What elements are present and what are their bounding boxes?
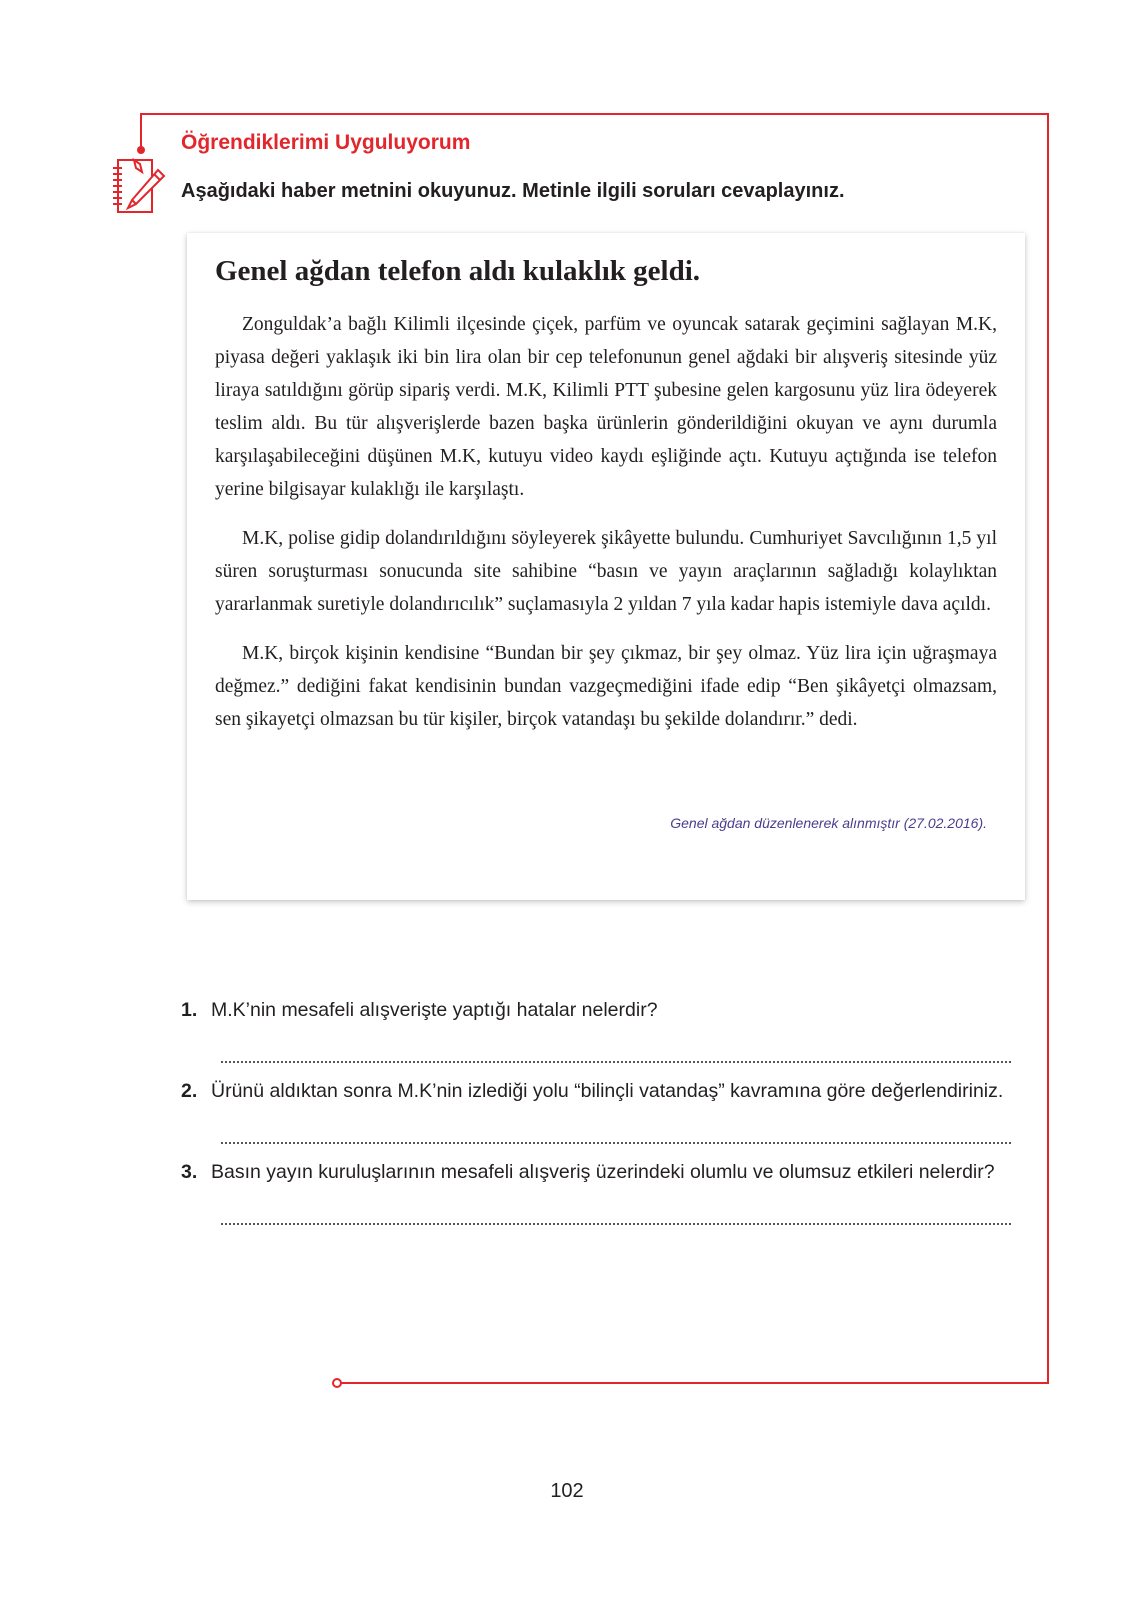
section-title: Öğrendiklerimi Uyguluyorum — [181, 131, 471, 154]
article-source: Genel ağdan düzenlenerek alınmıştır (27.02.2016). — [670, 815, 987, 831]
answer-line-1[interactable] — [221, 1041, 1011, 1063]
page-number: 102 — [550, 1480, 584, 1502]
notebook-pen-icon — [112, 158, 168, 216]
frame-left-stub — [140, 113, 142, 149]
question-text: Ürünü aldıktan sonra M.K’nin izlediği yolu “bilinçli vatandaş” kavramına göre değerlendiriniz. — [211, 1080, 1004, 1102]
frame-right-line — [1047, 113, 1049, 1384]
article-paragraph-2: M.K, polise gidip dolandırıldığını söyleyerek şikâyette bulundu. Cumhuriyet Savcılığının 1,5 yıl süren soruşturması sonucunda site sahibine “basın ve yayın araçlarının sağladığı kolaylıktan yararlanmak suretiyle dolandırıcılık” suçlamasıyla 2 yıldan 7 yıla kadar hapis istemiyle dava açıldı. — [215, 528, 997, 615]
instruction-text: Aşağıdaki haber metnini okuyunuz. Metinle ilgili soruları cevaplayınız. — [181, 180, 845, 202]
article-body — [215, 308, 997, 752]
frame-end-circle — [332, 1378, 342, 1388]
answer-line-2[interactable] — [221, 1122, 1011, 1144]
article-paragraph-1: Zonguldak’a bağlı Kilimli ilçesinde çiçek, parfüm ve oyuncak satarak geçimini sağlayan M.K, piyasa değeri yaklaşık iki bin lira olan bir cep telefonunun genel ağdaki bir alışveriş sitesinde yüz liraya satıldığını görüp sipariş verdi. M.K, Kilimli PTT şubesine gelen kargosunu yüz lira ödeyerek teslim aldı. Bu tür alışverişlerde bazen başka ürünlerin gönderildiğini okuyan ve aynı durumla karşılaşabileceğini düşünen M.K, kutuyu video kaydı eşliğinde açtı. Kutuyu açtığında ise telefon yerine bilgisayar kulaklığı ile karşılaştı. — [215, 314, 997, 500]
question-1 — [181, 994, 1031, 1027]
question-3 — [181, 1156, 1031, 1189]
questions-list — [181, 994, 1031, 1237]
article-title: Genel ağdan telefon aldı kulaklık geldi. — [215, 255, 701, 287]
question-number: 3. — [181, 1161, 198, 1183]
question-text: Basın yayın kuruluşlarının mesafeli alışveriş üzerindeki olumlu ve olumsuz etkileri nelerdir? — [211, 1161, 995, 1183]
question-2 — [181, 1075, 1031, 1108]
frame-top-line — [140, 113, 1049, 115]
frame-dot — [137, 146, 145, 154]
frame-bottom-line — [341, 1382, 1049, 1384]
question-number: 1. — [181, 999, 198, 1021]
question-number: 2. — [181, 1080, 198, 1102]
answer-line-3[interactable] — [221, 1203, 1011, 1225]
question-text: M.K’nin mesafeli alışverişte yaptığı hatalar nelerdir? — [211, 999, 658, 1021]
article-paragraph-3: M.K, birçok kişinin kendisine “Bundan bir şey çıkmaz, bir şey olmaz. Yüz lira için uğraşmaya değmez.” dediğini fakat kendisinin bundan vazgeçmediğini ifade edip “Ben şikâyetçi olmazsam, sen şikayetçi olmazsan bu tür kişiler, birçok vatandaşı bu şekilde dolandırır.” dedi. — [215, 643, 997, 730]
news-article-box — [187, 233, 1025, 900]
